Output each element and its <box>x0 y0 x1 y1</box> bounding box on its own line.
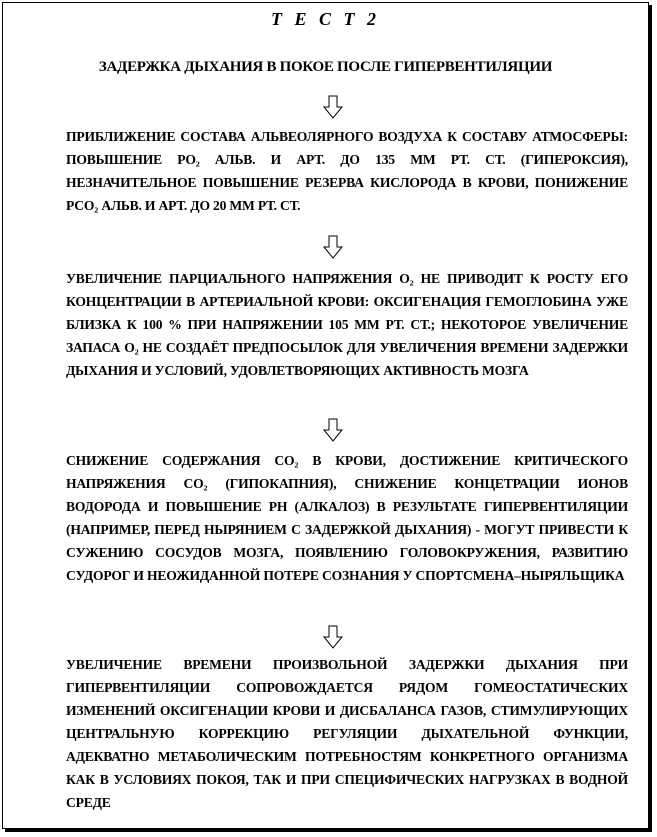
down-arrow-icon <box>322 95 344 119</box>
page-title: Т Е С Т 2 <box>270 9 380 29</box>
flow-step-4: УВЕЛИЧЕНИЕ ВРЕМЕНИ ПРОИЗВОЛЬНОЙ ЗАДЕРЖКИ ДЫХАНИЯ ПРИ ГИПЕРВЕНТИЛЯЦИИ СОПРОВОЖДАЕТСЯ РЯДОМ ГОМЕОСТАТИЧЕСКИХ ИЗМЕНЕНИЙ ОКСИГЕНАЦИИ КРОВИ И ДИСБАЛАНСА ГАЗОВ, СТИМУЛИРУЮЩИХ ЦЕНТРАЛЬНУЮ КОРРЕКЦИЮ РЕГУЛЯЦИИ ДЫХАТЕЛЬНОЙ ФУНКЦИИ, АДЕКВАТНО МЕТАБОЛИЧЕСКИМ ПОТРЕБНОСТЯМ КОНКРЕТНОГО ОРГАНИЗМА КАК В УСЛОВИЯХ ПОКОЯ, ТАК И ПРИ СПЕЦИФИЧЕСКИХ НАГРУЗКАХ В ВОДНОЙ СРЕДЕ <box>66 657 628 810</box>
document-frame <box>2 2 649 829</box>
flow-step-3: СНИЖЕНИЕ СОДЕРЖАНИЯ СО₂ В КРОВИ, ДОСТИЖЕНИЕ КРИТИЧЕСКОГО НАПРЯЖЕНИЯ СО₂ (ГИПОКАПНИЯ), СНИЖЕНИЕ КОНЦЕТРАЦИИ ИОНОВ ВОДОРОДА И ПОВЫШЕНИЕ PH (АЛКАЛОЗ) В РЕЗУЛЬТАТЕ ГИПЕРВЕНТИЛЯЦИИ (НАПРИМЕР, ПЕРЕД НЫРЯНИЕМ С ЗАДЕРЖКОЙ ДЫХАНИЯ) - МОГУТ ПРИВЕСТИ К СУЖЕНИЮ СОСУДОВ МОЗГА, ПОЯВЛЕНИЮ ГОЛОВОКРУЖЕНИЯ, РАЗВИТИЮ СУДОРОГ И НЕОЖИДАННОЙ ПОТЕРЕ СОЗНАНИЯ У СПОРТСМЕНА–НЫРЯЛЬЩИКА <box>66 453 628 583</box>
down-arrow-icon <box>322 235 344 259</box>
down-arrow-icon <box>322 625 344 649</box>
flow-step-2: УВЕЛИЧЕНИЕ ПАРЦИАЛЬНОГО НАПРЯЖЕНИЯ О₂ НЕ ПРИВОДИТ К РОСТУ ЕГО КОНЦЕНТРАЦИИ В АРТЕРИАЛЬНОЙ КРОВИ: ОКСИГЕНАЦИЯ ГЕМОГЛОБИНА УЖЕ БЛИЗКА К 100 % ПРИ НАПРЯЖЕНИИ 105 ММ РТ. СТ.; НЕКОТОРОЕ УВЕЛИЧЕНИЕ ЗАПАСА О₂ НЕ СОЗДАЁТ ПРЕДПОСЫЛОК ДЛЯ УВЕЛИЧЕНИЯ ВРЕМЕНИ ЗАДЕРЖКИ ДЫХАНИЯ И УСЛОВИЙ, УДОВЛЕТВОРЯЮЩИХ АКТИВНОСТЬ МОЗГА <box>66 271 628 378</box>
flow-step-1: ПРИБЛИЖЕНИЕ СОСТАВА АЛЬВЕОЛЯРНОГО ВОЗДУХА К СОСТАВУ АТМОСФЕРЫ: ПОВЫШЕНИЕ РО₂ АЛЬВ. И АРТ. ДО 135 ММ РТ. СТ. (ГИПЕРОКСИЯ), НЕЗНАЧИТЕЛЬНОЕ ПОВЫШЕНИЕ РЕЗЕРВА КИСЛОРОДА В КРОВИ, ПОНИЖЕНИЕ РСО₂ АЛЬВ. И АРТ. ДО 20 ММ РТ. СТ. <box>66 129 628 213</box>
down-arrow-icon <box>322 418 344 442</box>
diagram-heading: ЗАДЕРЖКА ДЫХАНИЯ В ПОКОЕ ПОСЛЕ ГИПЕРВЕНТИЛЯЦИИ <box>98 59 553 75</box>
